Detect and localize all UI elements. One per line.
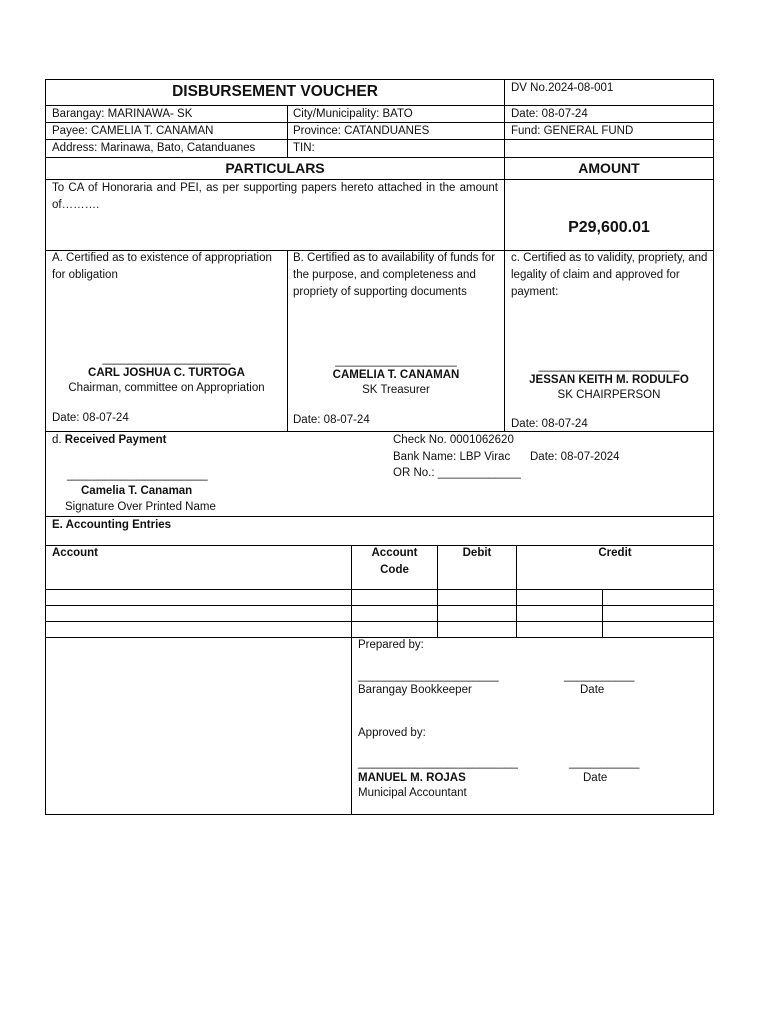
signature-line: _________________________: [358, 757, 518, 769]
particulars-text: To CA of Honoraria and PEI, as per supporting papers hereto attached in the amount of……….: [52, 182, 498, 211]
account-code-column-header-line2: Code: [380, 564, 409, 576]
signature-caption: Signature Over Printed Name: [65, 501, 216, 513]
address-field: Address: Marinawa, Bato, Catanduanes: [52, 142, 256, 154]
rule: [45, 431, 714, 432]
payee-signatory-name: Camelia T. Canaman: [81, 485, 193, 497]
or-number: OR No.: _____________: [393, 467, 521, 479]
rule: [713, 79, 714, 815]
rule: [602, 589, 603, 638]
approver-role: Municipal Accountant: [358, 787, 467, 799]
rule: [45, 79, 46, 815]
signature-line: ______________________: [358, 670, 499, 682]
account-column-header: Account: [52, 547, 98, 559]
certification-c-text: c. Certified as to validity, propriety, and legality of claim and approved for payment:: [511, 252, 708, 298]
signatory-role: Chairman, committee on Appropriation: [68, 382, 265, 394]
check-number: Check No. 0001062620: [393, 434, 514, 446]
signatory-name: JESSAN KEITH M. RODULFO: [529, 374, 689, 386]
rule: [45, 139, 714, 140]
bookkeeper-role: Barangay Bookkeeper: [358, 684, 472, 696]
tin-field: TIN:: [293, 142, 315, 154]
received-payment-prefix: d.: [52, 434, 65, 446]
rule: [45, 589, 714, 590]
rule: [45, 122, 714, 123]
rule: [351, 545, 352, 815]
credit-column-header: Credit: [598, 547, 632, 559]
signature-line: ______________________: [538, 360, 680, 372]
prepared-by-label: Prepared by:: [358, 639, 424, 651]
debit-column-header: Debit: [462, 547, 492, 559]
province-field: Province: CATANDUANES: [293, 125, 430, 137]
received-payment-label: [52, 433, 166, 447]
amount-value: P29,600.01: [568, 219, 650, 236]
payee-field: Payee: CAMELIA T. CANAMAN: [52, 125, 214, 137]
rule: [45, 814, 714, 815]
payment-date: Date: 08-07-2024: [530, 451, 620, 463]
city-field: City/Municipality: BATO: [293, 108, 413, 120]
rule: [45, 605, 714, 606]
rule: [287, 250, 288, 432]
fund-field: Fund: GENERAL FUND: [511, 125, 634, 137]
received-payment-title: Received Payment: [64, 434, 167, 446]
accounting-entries-label: E. Accounting Entries: [52, 519, 172, 531]
signatory-name: CAMELIA T. CANAMAN: [332, 369, 460, 381]
voucher-title: DISBURSEMENT VOUCHER: [172, 83, 378, 100]
date-field: Date: 08-07-24: [511, 108, 588, 120]
account-code-column-header: Account: [371, 547, 418, 559]
signatory-name: CARL JOSHUA C. TURTOGA: [88, 367, 245, 379]
rule: [45, 105, 714, 106]
rule: [287, 105, 288, 158]
barangay-field: Barangay: MARINAWA- SK: [52, 108, 193, 120]
rule: [45, 516, 714, 517]
date-caption: Date: [580, 684, 605, 696]
approver-name: MANUEL M. ROJAS: [358, 772, 466, 784]
rule: [45, 79, 714, 80]
bank-name: Bank Name: LBP Virac: [393, 451, 511, 463]
rule: [45, 157, 714, 158]
certification-date: Date: 08-07-24: [511, 418, 588, 430]
certification-date: Date: 08-07-24: [52, 412, 129, 424]
date-line: ___________: [564, 670, 635, 682]
rule: [45, 621, 714, 622]
approved-by-label: Approved by:: [358, 727, 426, 739]
amount-header: AMOUNT: [578, 160, 640, 176]
signature-line: ______________________: [67, 469, 208, 481]
signature-line: ____________________: [102, 353, 231, 365]
signature-line: ___________________: [335, 355, 457, 367]
date-caption: Date: [583, 772, 608, 784]
signatory-role: SK Treasurer: [362, 384, 430, 396]
signatory-role: SK CHAIRPERSON: [557, 389, 661, 401]
certification-date: Date: 08-07-24: [293, 414, 370, 426]
dv-number: DV No.2024-08-001: [511, 82, 614, 94]
particulars-header: PARTICULARS: [225, 160, 325, 176]
date-line: ___________: [569, 757, 640, 769]
certification-b-text: B. Certified as to availability of funds for the purpose, and completeness and propriety of supporting documents: [293, 252, 495, 298]
certification-a-text: A. Certified as to existence of appropriation for obligation: [52, 252, 272, 281]
